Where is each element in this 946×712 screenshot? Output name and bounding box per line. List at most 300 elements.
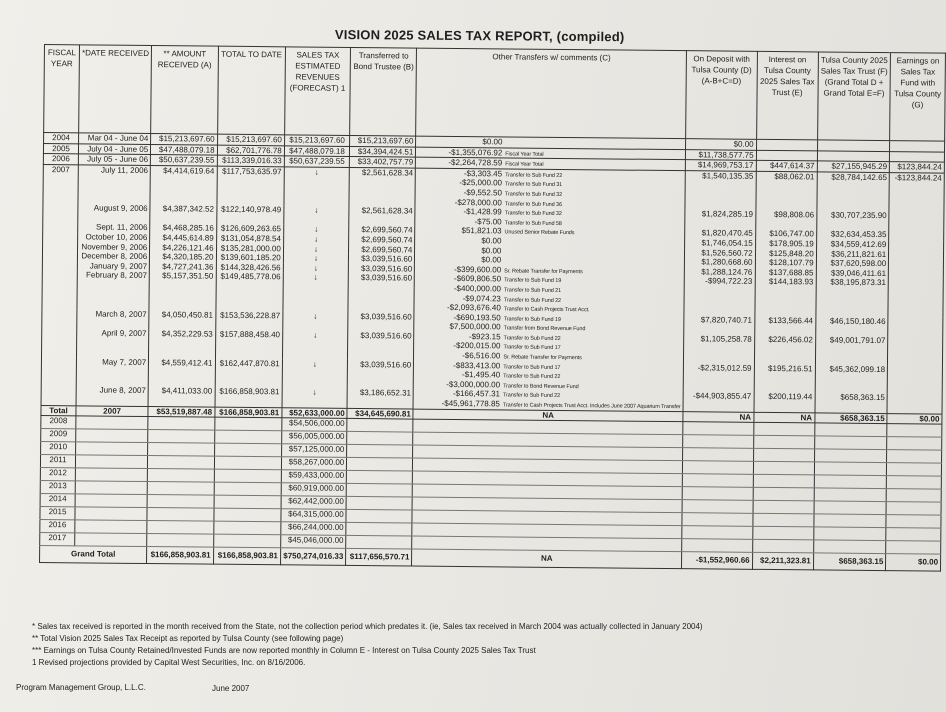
transfer-amount: -$399,600.00 xyxy=(454,264,502,275)
table-cell xyxy=(684,315,755,335)
empty-cell xyxy=(148,430,214,444)
table-cell: October 10, 2006 xyxy=(78,232,150,242)
total-cell: NA xyxy=(413,409,683,422)
cell-line: $27,155,945.29 xyxy=(831,161,888,172)
empty-cell xyxy=(814,475,887,489)
table-cell: $149,485,778.06 xyxy=(216,272,284,311)
cell-line: $7,820,740.71 xyxy=(700,315,753,325)
transfer-amount: -$45,961,778.85 xyxy=(441,398,500,409)
forecast-year: 2012 xyxy=(40,468,75,481)
table-cell: ↓ xyxy=(282,359,348,388)
total-cell: NA xyxy=(683,411,754,422)
empty-cell xyxy=(887,450,942,464)
table-cell xyxy=(43,232,78,242)
empty-cell xyxy=(682,487,753,501)
empty-cell xyxy=(214,443,281,457)
empty-cell xyxy=(682,539,753,553)
table-cell xyxy=(755,239,816,249)
cell-line: $39,046,411.61 xyxy=(831,268,887,278)
table-cell: $2,699,560.74 xyxy=(349,235,415,245)
table-cell: ↓ xyxy=(282,388,348,408)
transfer-note: Transfer to Sub Fund 58 xyxy=(504,220,562,227)
cell-line: $125,848.20 xyxy=(769,248,814,258)
cell-line: $36,211,821.61 xyxy=(831,249,887,259)
table-cell: July 05 - June 06 xyxy=(78,154,150,165)
empty-cell xyxy=(753,462,814,476)
forecast-year: 2014 xyxy=(40,494,75,507)
col-header: Other Transfers w/ comments (C) xyxy=(416,48,686,139)
table-cell: $166,858,903.81 xyxy=(215,387,282,407)
table-cell xyxy=(887,394,942,414)
grand-total-label: Grand Total xyxy=(40,546,147,564)
total-cell: $52,633,000.00 xyxy=(282,407,348,418)
forecast-amount: $62,442,000.00 xyxy=(281,496,347,510)
table-cell: Mar 04 - June 04 xyxy=(79,133,151,144)
table-cell: ↓ xyxy=(284,167,350,207)
table-cell xyxy=(414,331,684,362)
table-cell: $153,536,228.87 xyxy=(215,310,282,330)
cell-line: $28,784,142.65 xyxy=(831,172,888,182)
table-cell: ↓ xyxy=(283,263,349,273)
table-cell: ↓ xyxy=(282,330,348,359)
table-cell xyxy=(413,389,683,411)
table-cell: ↓ xyxy=(283,311,349,331)
forecast-amount: $54,506,000.00 xyxy=(282,418,348,432)
transfer-note: Sr. Rebate Transfer for Payments xyxy=(504,268,583,275)
transfer-amount: $0.00 xyxy=(481,255,502,265)
empty-cell xyxy=(886,502,941,516)
cell-line: $123,844.24 xyxy=(897,162,942,172)
empty-cell xyxy=(75,455,147,469)
empty-cell xyxy=(887,424,942,438)
grand-total-cell: NA xyxy=(412,549,682,569)
cell-line: $447,614.37 xyxy=(769,161,815,171)
grand-total-cell: $166,858,903.81 xyxy=(213,547,280,565)
table-cell: $34,394,424.51 xyxy=(350,146,416,157)
total-cell: $658,363.15 xyxy=(815,413,888,424)
table-cell xyxy=(686,139,757,150)
forecast-amount: $56,005,000.00 xyxy=(281,431,347,445)
cell-line xyxy=(891,317,941,327)
table-cell xyxy=(683,363,754,392)
cell-line: -$2,315,012.59 xyxy=(697,362,752,373)
cell-line xyxy=(891,278,941,288)
table-cell xyxy=(42,270,77,309)
empty-cell xyxy=(214,456,281,470)
table-cell xyxy=(755,248,816,258)
table-cell: $3,186,652.31 xyxy=(347,388,413,408)
table-cell: $126,609,263.65 xyxy=(216,224,283,234)
footnote: ** Total Vision 2025 Sales Tax Receipt as reported by Tulsa County (see following page) xyxy=(32,634,344,643)
table-cell xyxy=(817,161,890,172)
cell-line xyxy=(892,152,942,162)
table-cell: December 8, 2006 xyxy=(77,251,149,261)
table-cell: 2005 xyxy=(43,143,78,154)
table-cell xyxy=(755,268,816,278)
forecast-year: 2017 xyxy=(40,533,75,546)
cell-line: $1,280,668.60 xyxy=(701,257,753,267)
table-cell xyxy=(815,364,888,393)
table-cell: July 04 - June 05 xyxy=(78,143,150,154)
col-header: Earnings on Sales Tax Fund with Tulsa County (G) xyxy=(890,53,946,142)
cell-line: $178,905.19 xyxy=(769,238,814,249)
table-cell xyxy=(685,170,756,210)
empty-cell xyxy=(346,510,412,524)
table-cell: $3,039,516.60 xyxy=(349,254,415,264)
table-cell xyxy=(755,277,816,316)
table-cell: $4,320,185.20 xyxy=(150,252,216,262)
cell-line xyxy=(890,336,940,346)
cell-line: $1,288,124.76 xyxy=(701,267,753,277)
empty-cell xyxy=(682,461,753,475)
forecast-year: 2015 xyxy=(40,507,75,520)
empty-cell xyxy=(886,515,941,529)
table-cell: $144,328,426.56 xyxy=(216,262,283,272)
table-cell: $162,447,870.81 xyxy=(215,358,282,387)
table-cell xyxy=(756,161,817,172)
transfer-amount: -$400,000.00 xyxy=(453,283,502,294)
table-cell: April 9, 2007 xyxy=(77,328,149,357)
table-cell: $4,559,412.41 xyxy=(148,358,215,387)
empty-cell xyxy=(214,469,281,483)
table-cell xyxy=(754,335,815,364)
empty-cell xyxy=(683,435,754,449)
empty-cell xyxy=(752,540,813,554)
table-cell: $4,387,342.52 xyxy=(150,204,217,224)
report-table-wrapper xyxy=(39,44,946,572)
col-header: Transferred to Bond Trustee (B) xyxy=(350,47,417,136)
table-cell: $5,157,351.50 xyxy=(149,271,216,310)
table-cell: February 8, 2007 xyxy=(77,271,150,310)
cell-line xyxy=(759,140,815,150)
col-header: FISCAL YEAR xyxy=(44,45,80,133)
table-cell: $47,488,079.18 xyxy=(284,145,350,156)
empty-cell xyxy=(814,501,887,515)
empty-cell xyxy=(147,508,213,522)
empty-cell xyxy=(214,482,281,496)
empty-cell xyxy=(887,476,942,490)
total-cell: NA xyxy=(753,412,814,423)
table-cell xyxy=(41,385,76,405)
empty-cell xyxy=(148,417,214,431)
transfer-note: Transfer to Sub Fund 21 xyxy=(503,287,562,294)
table-cell xyxy=(888,336,943,365)
transfer-amount: $0.00 xyxy=(482,137,503,147)
transfer-note: Transfer to Sub Fund 36 xyxy=(504,200,562,208)
table-cell: January 9, 2007 xyxy=(77,261,149,271)
cell-line: $0.00 xyxy=(733,139,754,149)
transfer-note: Transfer to Sub Fund 32 xyxy=(504,210,562,218)
forecast-year: 2010 xyxy=(41,442,76,455)
table-cell: $2,561,628.34 xyxy=(349,167,415,207)
cell-line: $1,526,560.72 xyxy=(701,247,753,258)
table-cell: Sept. 11, 2006 xyxy=(78,223,150,233)
table-cell: $4,411,033.00 xyxy=(148,386,215,406)
empty-cell xyxy=(814,436,887,450)
transfer-note: Transfer to Sub Fund 22 xyxy=(503,373,561,381)
empty-cell xyxy=(683,448,754,462)
table-cell: $157,888,458.40 xyxy=(215,330,282,359)
col-header: On Deposit with Tulsa County (D) (A-B+C=D) xyxy=(686,51,757,140)
transfer-amount: -$833,413.00 xyxy=(453,360,501,371)
table-cell: $15,213,697.60 xyxy=(217,134,284,145)
grand-total-cell: -$1,552,960.66 xyxy=(681,552,752,570)
table-cell xyxy=(890,141,945,152)
transfer-amount: -$923.15 xyxy=(468,331,501,342)
table-cell xyxy=(889,269,944,279)
empty-cell xyxy=(75,494,147,508)
transfer-note: Transfer to Sub Fund 31 xyxy=(504,181,563,189)
empty-cell xyxy=(814,423,887,437)
transfer-amount: -$6,516.00 xyxy=(462,351,501,361)
forecast-amount: $60,919,000.00 xyxy=(281,483,347,497)
table-cell xyxy=(42,261,77,271)
table-cell: $33,402,757.79 xyxy=(350,157,416,168)
table-cell xyxy=(685,149,756,160)
empty-cell xyxy=(814,488,887,502)
empty-cell xyxy=(814,514,887,528)
cell-line xyxy=(892,211,942,221)
cell-line: $37,620,598.00 xyxy=(830,258,887,269)
cell-line: $34,559,412.69 xyxy=(830,239,887,250)
table-cell xyxy=(41,357,76,386)
cell-line xyxy=(820,151,888,161)
empty-cell xyxy=(147,495,213,509)
total-cell: $166,858,903.81 xyxy=(214,407,281,418)
table-cell: $4,445,614.89 xyxy=(150,233,216,243)
forecast-amount: $58,267,000.00 xyxy=(281,457,347,471)
empty-cell xyxy=(214,430,281,444)
cell-line: $38,195,873.31 xyxy=(830,277,887,288)
empty-cell xyxy=(76,442,148,456)
transfer-note: Transfer to Sub Fund 17 xyxy=(503,344,561,352)
table-cell xyxy=(414,312,684,334)
forecast-year: 2011 xyxy=(40,455,75,468)
transfer-amount: -$2,093,676.40 xyxy=(446,302,501,313)
transfer-amount: -$1,495.40 xyxy=(461,370,501,380)
transfer-note: Transfer to Sub Fund 22 xyxy=(502,392,561,400)
table-cell xyxy=(754,392,815,412)
cell-line xyxy=(758,150,814,160)
table-cell xyxy=(888,278,943,317)
transfer-note: Transfer to Sub Fund 22 xyxy=(505,172,563,179)
empty-cell xyxy=(347,419,413,433)
empty-cell xyxy=(346,536,412,550)
table-cell xyxy=(756,150,817,161)
table-body xyxy=(40,133,945,572)
empty-cell xyxy=(682,513,753,527)
footer-date: June 2007 xyxy=(212,684,250,693)
table-cell xyxy=(815,335,888,364)
cell-line xyxy=(891,259,941,269)
cell-line: -$994,722.23 xyxy=(705,276,753,287)
grand-total-cell: $0.00 xyxy=(886,554,941,572)
cell-line xyxy=(890,394,940,404)
transfer-note: Transfer from Bond Revenue Fund xyxy=(503,325,586,333)
table-cell: $117,753,635.97 xyxy=(217,166,285,206)
cell-line: $195,216.51 xyxy=(768,363,813,374)
total-cell: $34,645,690.81 xyxy=(347,408,413,419)
col-header: Interest on Tulsa County 2025 Sales Tax Trust (E) xyxy=(756,51,818,140)
empty-cell xyxy=(346,523,412,537)
cell-line xyxy=(892,141,942,151)
forecast-amount: $64,315,000.00 xyxy=(281,509,347,523)
table-cell xyxy=(889,240,944,250)
table-cell: $3,039,516.60 xyxy=(348,331,414,360)
table-cell: ↓ xyxy=(283,234,349,244)
table-cell: 2004 xyxy=(44,133,79,144)
transfer-note: Transfer to Sub Fund 19 xyxy=(503,316,561,323)
cell-line xyxy=(891,269,941,279)
transfer-amount: -$9,074.23 xyxy=(462,293,501,303)
table-cell xyxy=(415,168,685,209)
footnote: *** Earnings on Tulsa County Retained/Invested Funds are now reported monthly in Column E - Interest on Tulsa County 2025 Sales Tax Trust xyxy=(32,646,536,655)
empty-cell xyxy=(753,488,814,502)
table-cell xyxy=(889,211,944,231)
forecast-amount: $45,046,000.00 xyxy=(280,535,346,549)
table-cell: March 8, 2007 xyxy=(77,309,149,329)
cell-line: $128,107.79 xyxy=(769,258,814,268)
table-cell xyxy=(683,392,754,412)
empty-cell xyxy=(886,528,941,542)
table-cell xyxy=(816,211,889,231)
table-cell xyxy=(414,274,684,315)
table-cell: ↓ xyxy=(283,225,349,235)
empty-cell xyxy=(147,521,213,535)
transfer-amount: -$2,264,728.59 xyxy=(448,158,503,168)
table-cell: $62,701,776.78 xyxy=(217,145,284,156)
table-cell xyxy=(755,210,816,230)
table-cell xyxy=(889,172,944,211)
table-cell: ↓ xyxy=(284,205,350,225)
forecast-year: 2009 xyxy=(41,429,76,442)
cell-line: $1,820,470.45 xyxy=(701,228,753,239)
table-cell xyxy=(754,363,815,392)
empty-cell xyxy=(75,481,147,495)
empty-cell xyxy=(347,432,413,446)
transfer-amount: -$75.00 xyxy=(474,216,502,227)
cell-line: $14,969,753.17 xyxy=(697,160,754,171)
table-cell: $47,488,079.18 xyxy=(151,144,217,155)
empty-cell xyxy=(76,416,148,430)
empty-cell xyxy=(813,527,886,541)
header-row xyxy=(44,45,946,142)
forecast-amount: $66,244,000.00 xyxy=(281,522,347,536)
table-cell: ↓ xyxy=(283,273,349,312)
cell-line xyxy=(891,250,941,260)
empty-cell xyxy=(148,456,214,470)
cell-line: $1,105,258.78 xyxy=(700,334,752,344)
transfer-note: Transfer to Cash Projects Trust Acct. Includes June 2007 Aquarium Transfer xyxy=(502,402,681,411)
col-header: ** AMOUNT RECEIVED (A) xyxy=(151,46,218,135)
cell-line: $45,362,099.18 xyxy=(829,364,886,374)
empty-cell xyxy=(682,500,753,514)
cell-line: $226,456.02 xyxy=(768,334,813,345)
table-cell: $50,637,239.55 xyxy=(151,155,217,166)
table-cell: July 11, 2006 xyxy=(78,165,151,205)
empty-cell xyxy=(814,449,887,463)
grand-total-cell: $658,363.15 xyxy=(813,553,886,571)
transfer-amount: $0.00 xyxy=(481,245,502,255)
transfer-amount: -$690,193.50 xyxy=(453,312,501,323)
cell-line: $144,183.93 xyxy=(768,277,814,287)
transfer-amount: -$1,355,076.92 xyxy=(448,147,503,157)
empty-cell xyxy=(886,541,941,555)
empty-cell xyxy=(682,474,753,488)
col-header: Tulsa County 2025 Sales Tax Trust (F) (Grand Total D + Grand Total E=F) xyxy=(817,52,890,141)
table-cell: $4,050,450.81 xyxy=(149,310,216,330)
table-cell: $15,213,697.60 xyxy=(151,134,217,145)
transfer-amount: -$1,428.99 xyxy=(463,207,502,217)
transfer-note: Transfer to Sub Fund 17 xyxy=(503,364,561,371)
total-cell: $53,519,887.48 xyxy=(148,406,214,417)
table-cell: $2,561,628.34 xyxy=(349,206,415,226)
empty-cell xyxy=(214,495,281,509)
table-cell xyxy=(42,309,77,329)
table-cell xyxy=(41,328,76,357)
transfer-amount: -$25,000.00 xyxy=(459,178,503,188)
cell-line: $32,634,453.35 xyxy=(830,229,887,240)
forecast-year: 2013 xyxy=(40,481,75,494)
empty-cell xyxy=(813,540,886,554)
table-cell: $122,140,978.49 xyxy=(216,205,283,225)
cell-line xyxy=(890,365,940,375)
forecast-amount: $59,433,000.00 xyxy=(281,470,347,484)
transfer-note: Transfer to Sub Fund 22 xyxy=(503,296,562,304)
cell-line: $137,688.85 xyxy=(768,267,814,278)
footer-org: Program Management Group, L.L.C. xyxy=(16,683,146,692)
transfer-note: Sr. Rebate Transfer for Payments xyxy=(503,354,582,362)
table-cell: $4,414,619.64 xyxy=(150,165,217,205)
table-cell xyxy=(817,140,890,151)
total-cell: $0.00 xyxy=(887,413,942,424)
table-cell: $3,039,516.60 xyxy=(348,312,414,332)
empty-cell xyxy=(76,429,148,443)
table-cell: ↓ xyxy=(283,244,349,254)
empty-cell xyxy=(683,422,754,436)
transfer-amount: -$9,552.50 xyxy=(463,188,502,198)
grand-total-cell: $750,274,016.33 xyxy=(280,548,346,566)
table-cell xyxy=(685,209,756,229)
empty-cell xyxy=(886,489,941,503)
empty-cell xyxy=(682,526,753,540)
empty-cell xyxy=(346,484,412,498)
empty-cell xyxy=(752,514,813,528)
table-cell: $2,699,560.74 xyxy=(349,244,415,254)
cell-line: -$44,903,855.47 xyxy=(692,391,752,402)
cell-line: $1,824,285.19 xyxy=(701,209,754,219)
empty-cell xyxy=(147,534,213,548)
empty-cell xyxy=(753,449,814,463)
empty-cell xyxy=(148,469,214,483)
table-cell xyxy=(816,278,889,317)
empty-cell xyxy=(887,437,942,451)
transfer-amount: $7,500,000.00 xyxy=(449,322,501,332)
table-cell: $4,352,229.53 xyxy=(149,329,216,358)
cell-line xyxy=(891,240,941,250)
table-cell xyxy=(890,162,945,173)
col-header: *DATE RECEIVED xyxy=(79,45,152,134)
forecast-year: 2016 xyxy=(40,520,75,533)
transfer-amount: -$278,000.00 xyxy=(454,197,502,207)
table-cell xyxy=(43,242,78,252)
transfer-amount: -$609,806.50 xyxy=(453,274,502,284)
table-cell xyxy=(43,203,78,223)
table-cell: $4,727,241.36 xyxy=(150,262,216,272)
transfer-amount: -$166,457.31 xyxy=(452,389,501,399)
table-cell xyxy=(815,316,888,336)
table-cell xyxy=(43,222,78,232)
